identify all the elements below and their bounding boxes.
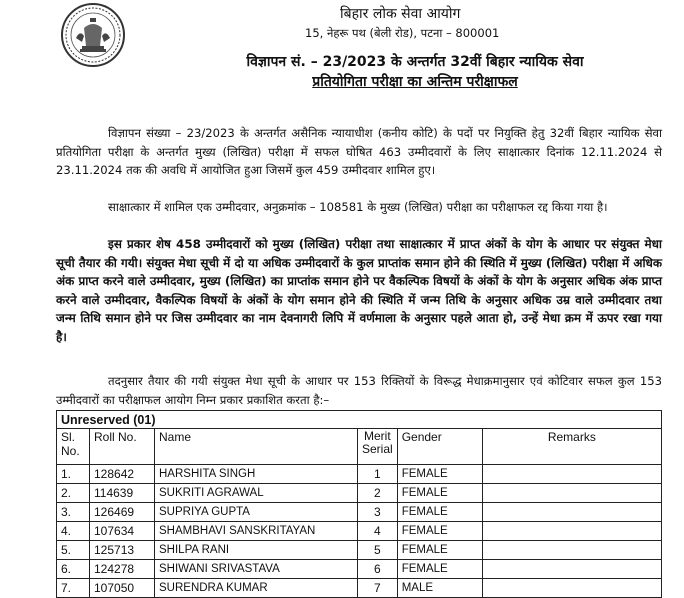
cell-gender: FEMALE [397,465,482,484]
cell-sl: 3. [57,503,90,522]
paragraph-merit-rules: इस प्रकार शेष 458 उम्मीदवारों को मुख्य (लिखित) परीक्षा तथा साक्षात्कार में प्राप्त अंकों के योग के आधार पर संयुक्त मेधा सूची तैयार की गयी। संयुक्त मेधा सूची में दो या अधिक उम्मीदवारों के कुल प्राप्तांक समान होने की स्थिति में मुख्य (लिखित) परीक्षा में अधिक अंक प्राप्त करने वाले उम्मीदवार, मुख्य (लिखित) का प्राप्तांक समान होने पर वैकल्पिक विषयों के अंकों के योग के अनुसार अधिक अंक प्राप्त करने वाले उम्मीदवार, वैकल्पिक विषयों के अंकों के योग समान होने की स्थिति में जन्म तिथि के अनुसार अधिक उम्र वाले उम्मीदवार तथा जन्म तिथि समान होने पर जिस उम्मीदवार का नाम देवनागरी लिपि में वर्णमाला के अनुसार पहले आता हो, उन्हें मेधा क्रम में ऊपर रखा गया है। [56,237,662,344]
commission-name: बिहार लोक सेवा आयोग [340,6,461,22]
cell-roll: 125713 [90,541,155,560]
bpsc-seal-icon [60,2,126,68]
table-row [57,484,662,503]
cell-merit: 6 [358,560,398,579]
paragraph-result-intro: तदनुसार तैयार की गयी संयुक्त मेधा सूची के आधार पर 153 रिक्तियों के विरूद्ध मेधाक्रमानुसार एवं कोटिवार सफल कुल 153 उम्मीदवारों का परीक्षाफल आयोग निम्न प्रकार प्रकाशित करता है:– [56,374,662,407]
table-caption-row [57,411,662,429]
cell-remarks [482,579,661,598]
cell-roll: 107634 [90,522,155,541]
cell-name: SHIWANI SRIVASTAVA [155,560,358,579]
cell-gender: FEMALE [397,484,482,503]
cell-roll: 128642 [90,465,155,484]
cell-merit: 2 [358,484,398,503]
cell-merit: 3 [358,503,398,522]
cell-roll: 126469 [90,503,155,522]
cell-remarks [482,484,661,503]
cell-merit: 7 [358,579,398,598]
table-caption: Unreserved (01) [57,411,662,429]
table-row [57,522,662,541]
notice-title-line1: विज्ञापन सं. – 23/2023 के अन्तर्गत 32वीं बिहार न्यायिक सेवा [246,54,584,70]
col-gender: Gender [397,429,482,465]
cell-sl: 4. [57,522,90,541]
cell-name: SUKRITI AGRAWAL [155,484,358,503]
cell-roll: 114639 [90,484,155,503]
cell-name: SUPRIYA GUPTA [155,503,358,522]
paragraph-interview: विज्ञापन संख्या – 23/2023 के अन्तर्गत असैनिक न्यायाधीश (कनीय कोटि) के पदों पर नियुक्ति हेतु 32वीं बिहार न्यायिक सेवा प्रतियोगिता परीक्षा के अन्तर्गत मुख्य (लिखित) परीक्षा में सफल घोषित 463 उम्मीदवारों के लिए साक्षात्कार दिनांक 12.11.2024 से 23.11.2024 तक की अवधि में आयोजित हुआ जिसमें कुल 459 उम्मीदवार शामिल हुए। [56,126,662,177]
cell-merit: 4 [358,522,398,541]
cell-gender: FEMALE [397,503,482,522]
notice-title [200,52,630,92]
cell-gender: MALE [397,579,482,598]
cell-sl: 2. [57,484,90,503]
col-name: Name [155,429,358,465]
cell-remarks [482,541,661,560]
cell-roll: 124278 [90,560,155,579]
cell-gender: FEMALE [397,541,482,560]
cell-remarks [482,503,661,522]
cell-merit: 5 [358,541,398,560]
paragraph-cancelled: साक्षात्कार में शामिल एक उम्मीदवार, अनुक्रमांक – 108581 के मुख्य (लिखित) परीक्षा का परीक्षाफल रद्द किया गया है। [108,200,608,214]
col-merit-serial: Merit Serial [358,429,398,465]
cell-sl: 1. [57,465,90,484]
results-table [56,410,662,598]
notice-title-line2: प्रतियोगिता परीक्षा का अन्तिम परीक्षाफल [312,74,518,90]
commission-address: 15, नेहरू पथ (बेली रोड), पटना – 800001 [305,26,500,40]
col-sl-no: Sl. No. [57,429,90,465]
cell-sl: 5. [57,541,90,560]
table-row [57,465,662,484]
cell-sl: 6. [57,560,90,579]
cell-gender: FEMALE [397,560,482,579]
cell-name: SURENDRA KUMAR [155,579,358,598]
cell-name: SHAMBHAVI SANSKRITAYAN [155,522,358,541]
cell-remarks [482,522,661,541]
cell-gender: FEMALE [397,522,482,541]
table-row [57,579,662,598]
cell-remarks [482,465,661,484]
cell-merit: 1 [358,465,398,484]
cell-sl: 7. [57,579,90,598]
col-remarks: Remarks [482,429,661,465]
table-row [57,560,662,579]
table-header-row [57,429,662,465]
table-row [57,541,662,560]
cell-roll: 107050 [90,579,155,598]
cell-name: HARSHITA SINGH [155,465,358,484]
col-roll-no: Roll No. [90,429,155,465]
table-row [57,503,662,522]
cell-name: SHILPA RANI [155,541,358,560]
cell-remarks [482,560,661,579]
